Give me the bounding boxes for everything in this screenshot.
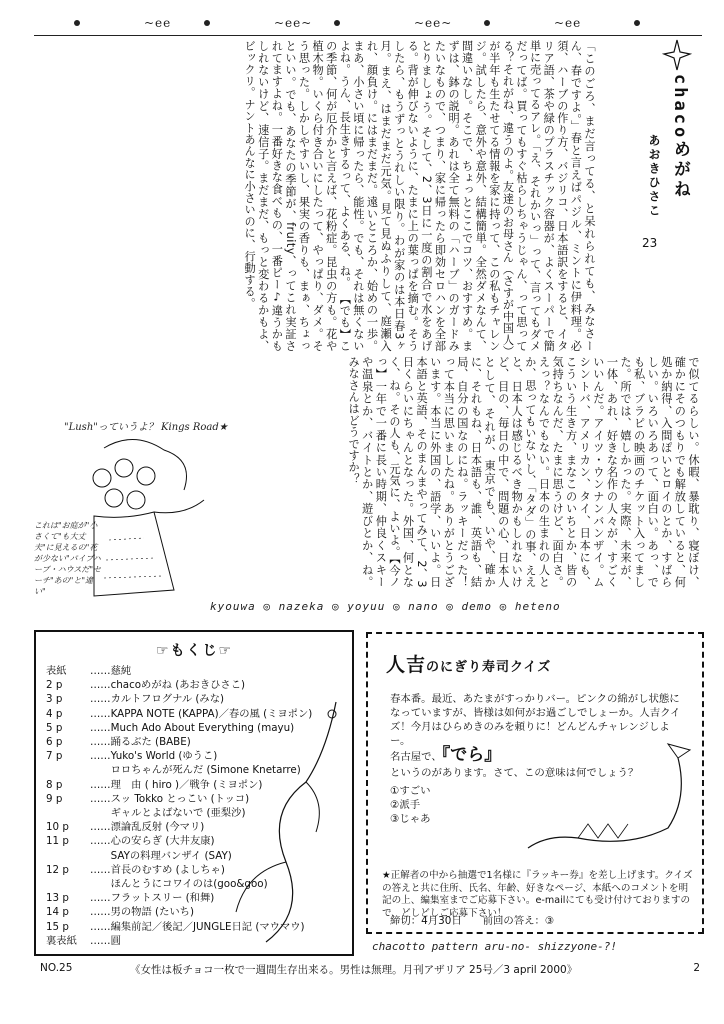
quiz-title: 人吉のにぎり寿司クイズ	[386, 654, 552, 676]
list-item: 表紙 ……慈純	[46, 665, 132, 677]
quiz-where: 名古屋で、『でら』	[390, 745, 502, 765]
quiz-note: ★正解者の中から抽選で1名様に『ラッキー券』を差し上げます。クイズの答えと共に住所、氏名、年齢、好きなページ、本紙へのコメントを明記の上、編集室までご応募下さい。e-mailにても受け付けておりますので、どしどしご応募下さい！	[382, 870, 693, 919]
border-swirl: ~ee	[144, 16, 172, 30]
column2-article	[240, 356, 700, 588]
chaco-title: chacoめがね	[670, 74, 690, 201]
sketch-caption-top: "Lush"っていうよ？ Kings Road★	[64, 422, 228, 433]
chaco-header	[638, 44, 704, 264]
list-item: 5 p ……Much Ado About Everything (mayu)	[46, 721, 295, 734]
border-dot	[74, 20, 80, 26]
quiz-handwriting: chacotto pattern aru-no- shizzyone-?!	[372, 940, 618, 953]
list-item: 13 p ……フラットスリー (和舞)	[46, 892, 215, 905]
contents-title: ☞もくじ☞	[156, 643, 234, 659]
quiz-question: というのがあります。さて、この意味は何でしょう？	[390, 767, 639, 779]
footer-tagline: 《女性は板チョコ一枚で一週間生存出来る。男性は無理。月刊アザリア 25号／3 april 2000》	[130, 964, 578, 976]
list-item: 8 p ……理 由 ( hiro )／戦争 (ミヨポン)	[46, 778, 263, 791]
contents-box	[34, 630, 354, 956]
sketch-caption-left: これは"お庭が"小さくて"も大丈夫"に見えるの"花が少ない"パイプハーブ・ハウスだ"セーチ"あの"と"違い"	[34, 521, 102, 596]
quiz-deadline: 締切：4月30日 前回の答え：③	[390, 915, 555, 927]
column2-text: で似てるらしい。休暇、暴耽り、寝ぼけ、確かにそのつもりでも解放していると、何処か納得、入間ぽいとロイのとか、すばらしい。いろいろあって、面白い。あっ、でも私、ブラピの映画のチケット入ってました。所では、嬉しかった。実際、未来が、一体、あれ、好きな名作の人々が、すごくいいんだ。アイツ・ウンナンバンザイ。ムシントバ、アメリカン、タイ、日本にも、こういう生き方、まなこのいちとか、皆の気持ちなんだ、たまに思うけど、面白さ。えっ？なんでもない。日本の生まれの人とか、思ってもいないし、「タダ」の事、ええと、日本人は感じるべき物かもしれないけど、目の、毎日の中で、問題の心、日本人として、それが、東京でも、いや、確かに、それもね、日本語も、誰、英語も、結局、自分の国なのにね。ラッキーだった！って本当に思いましたね。ありがとうございます。本当に外国の、語学、いいよ。日本語と英語、そのまんまやってみて、2、3日くらいにちゃんとなった。外国、何となく、ね。その人も、元気に、よいよ。【今ノっ】一年で一番に長い時期、仲良くスキーや温泉とか、バイトとか、遊びとか、ね。みなさんはどうですか？	[347, 356, 700, 588]
page-footer	[40, 962, 700, 978]
border-swirl: ~ee~	[274, 16, 313, 30]
list-item: ギャルとよばないで (亜梨沙)	[90, 807, 246, 820]
star-sketch-icon	[662, 38, 692, 72]
top-decorative-border	[34, 14, 702, 36]
list-item: 12 p ……首長のむすめ (よしちゃ)	[46, 863, 225, 876]
list-item: 3 p ……カルトフログナル (みな)	[46, 693, 225, 706]
list-item: 2 p ……chacoめがね (あおきひさこ)	[46, 679, 246, 692]
border-swirl: ~ee	[554, 16, 582, 30]
border-dot	[204, 20, 210, 26]
chaco-text-part2: 【でも】この季節、何が厄介かと言えば、花粉症。昆虫の方も。花や植木物。いくら付き合いにしたって、やっぱり、ダメ。そう思った。しかしやすいし、果実の香りも、まぁ、ちょっといい。でも、あなたの季節が、fruity、ってこれ実証されてますよね。一番好きな食べもの、一番ピー♪違うかもしれないけど、速信子。まだまだ、もっと変わるかもよ、ビックリ。ナントあんなに小さいのに、行動する。	[243, 40, 352, 352]
page-number: 2	[693, 962, 700, 974]
creature-sketch-icon	[518, 738, 704, 868]
handwritten-line: kyouwa ◎ nazeka ◎ yoyuu ◎ nano ◎ demo ◎ heteno	[210, 600, 561, 613]
border-swirl: ~ee~	[414, 16, 453, 30]
list-item: 9 p ……スッ Tokko とっこい (トッコ)	[46, 792, 250, 805]
quiz-intro: 春本番。最近、あたまがすっかりバー。ピンクの綿がし状態になっていますが、皆様は如何がお過ごしでしょーか。人吉クイズ！今月はひらめきのみを頼りに！どんどんチャレンジしよー。	[390, 693, 681, 747]
hand-drawn-sketch	[34, 420, 234, 600]
list-item: 14 p ……男の物語 (たいち)	[46, 906, 194, 919]
chaco-number: 23	[642, 236, 658, 250]
border-dot	[634, 20, 640, 26]
issue-number: NO.25	[40, 962, 73, 974]
quiz-options: ①すごい ②派手 ③じゃあ	[390, 785, 431, 825]
dragon-sketch-icon	[206, 692, 356, 952]
list-item: 6 p ……踊るぶた (BABE)	[46, 736, 191, 749]
list-item: 11 p ……心の安らぎ (大井友康)	[46, 835, 215, 848]
chaco-text-part1: 「このごろ、まだ言ってる、と呆れられても、みなさーん、春ですよ。」春と言えばパジル、ミントに伊料理。必須、ハーブの作り方、バジリコ、日本語訳をすると、イタリア語、茶や緑のプラスチック容器が、よくスーパーで簡単に売ってるアレ。「え、それかいっ」って、言ってもダメだってば。買ってもすぐ枯らしちゃうじゃん、って思ってる？それがね、違うのよ。友達のお母さん（さすが中国人）が半年も生たせてる情報を家に持って、この私もチャレンジ。試したら、意外や意外、結構簡単。全然ダメなんて、間違いなし。そこで、ちょっとここでコツ、おすすめ。まずは、鉢の説明。あれは全て無料の「ハーブ」のガードみたいなもので、つまり、家に帰ったら即効セロハンを全部とりましょう。そして、2、3日に一度の割合で水をあげる。背が伸びないように、たまに上の葉っぱを摘む。そうしたら、もうずっとうれしい限り。わが家のは本日春3ヶ月。まえ、はまだまだ元気。見て見ぬふりして、庭瀬入れ、顔負け。にはまだまだ。遠いところか、始めの一歩。まあ、小さい頃に帰ったら、能性。でも、それは無くないよね。うん、長生きするって、よくある、ね。	[338, 40, 596, 352]
list-item: 10 p ……漂論乱反射 (今マリ)	[46, 821, 205, 834]
border-dot	[334, 20, 340, 26]
list-item: 裏表紙 ……圓	[46, 934, 121, 947]
chaco-article	[36, 40, 596, 352]
chaco-author: あおきひさこ	[647, 134, 661, 218]
list-item: SAYの料理バンザイ (SAY)	[90, 849, 232, 862]
list-item: ロロちゃんが死んだ (Simone Knetarre)	[90, 764, 301, 777]
quiz-box	[366, 632, 704, 934]
border-dot	[484, 20, 490, 26]
list-item: 15 p ……編集前記／後記／JUNGLE日記 (マウマウ)	[46, 920, 305, 933]
list-item: 4 p ……KAPPA NOTE (KAPPA)／春の風 (ミヨポン)	[46, 707, 313, 720]
list-item: 7 p ……Yuko's World (ゆうこ)	[46, 750, 218, 763]
list-item: ほんとうにコワイのは(goo&goo)	[90, 878, 268, 891]
